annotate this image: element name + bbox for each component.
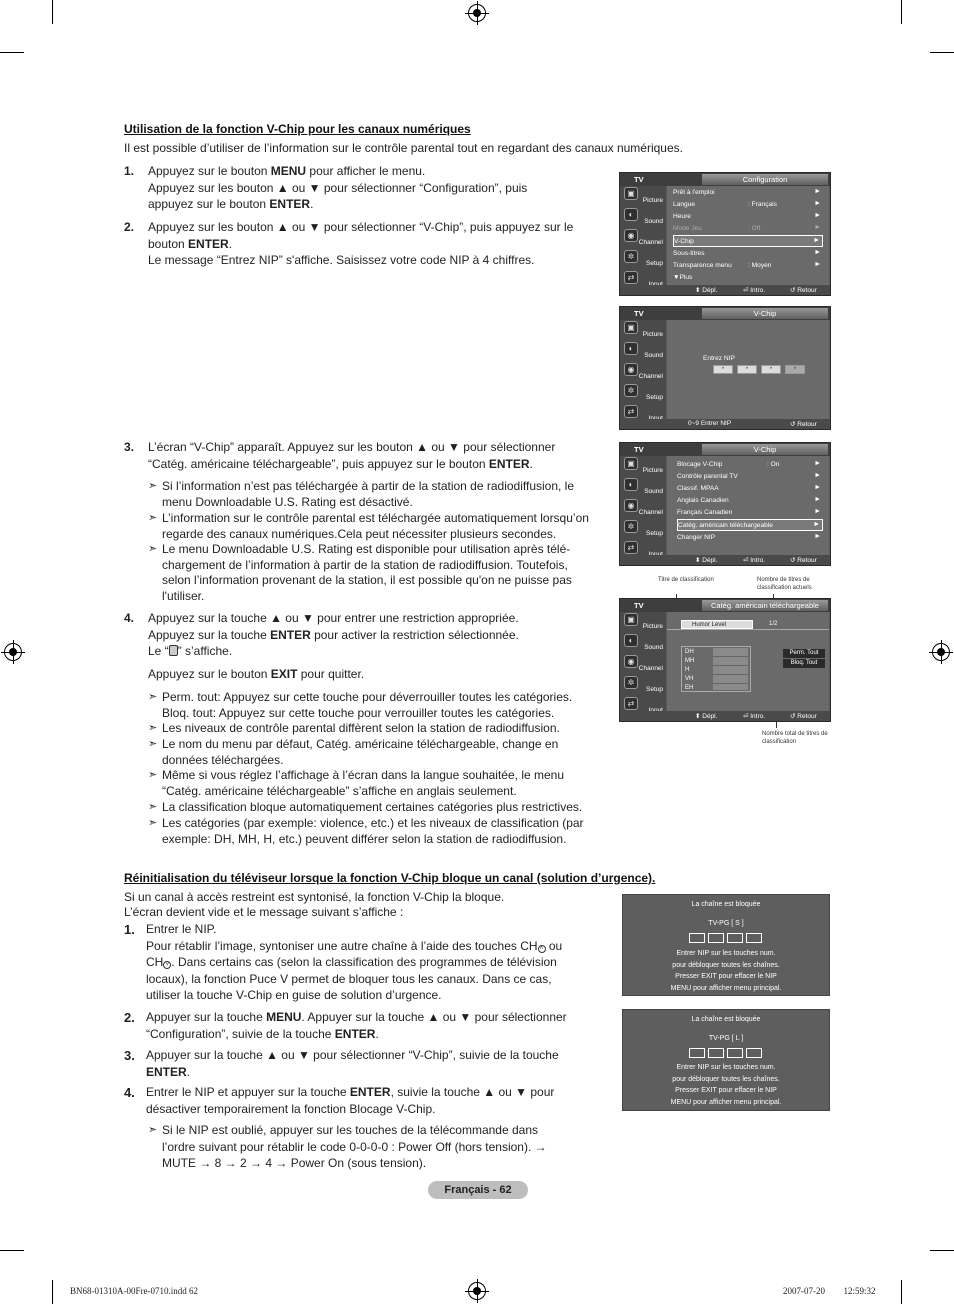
file-name: BN68-01310A-00Fre-0710.indd 62 [70, 1286, 198, 1296]
registration-mark-icon [4, 643, 22, 661]
note: ➣ Perm. tout: Appuyez sur cette touche pour déverrouiller toutes les catégories. Bloq. tout: Appuyez sur cette touche pour verrouiller toutes les catégories. [148, 690, 573, 720]
reset-step-3: Appuyer sur la touche ▲ ou ▼ pour sélectionner “V-Chip”, suivie de la touche ENTER. [146, 1048, 559, 1079]
blocked-channel-screen: La chaîne est bloquée TV-PG [ L ] Entrer NIP sur les touches num. pour débloquer toutes les chaînes. Presser EXIT pour effacer le NIP MENU pour afficher menu principal. [622, 1009, 830, 1111]
step-number: 1. [124, 164, 135, 178]
sound-icon: ◐ [624, 342, 638, 355]
picture-icon: ▣ [624, 187, 638, 200]
picture-icon: ▣ [624, 613, 638, 626]
section-title: Réinitialisation du téléviseur lorsque la fonction V-Chip bloque un canal (solution d’urgence). [124, 871, 656, 885]
step-4: Appuyez sur la touche ▲ ou ▼ pour entrer une restriction appropriée. Appuyez sur la touche ENTER pour activer la restriction sélectionnée. Le “ ” s’affiche. [148, 611, 519, 658]
registration-mark-icon [468, 4, 486, 22]
step-number: 3. [124, 440, 135, 454]
input-icon: ⇄ [624, 271, 638, 284]
annotation: Nombre de titres de classification actuels [757, 577, 812, 591]
registration-mark-icon [468, 1282, 486, 1300]
step-1: Appuyez sur le bouton MENU pour afficher le menu. Appuyez sur les bouton ▲ ou ▼ pour sélectionner “Configuration”, puis appuyez sur le bouton ENTER. [148, 164, 528, 211]
setup-icon: ✲ [624, 520, 638, 533]
picture-icon: ▣ [624, 321, 638, 334]
note: ➣ La classification bloque automatiquement certaines catégories plus restrictives. [148, 800, 583, 814]
menu-item-downloadable-rating[interactable]: Catég. américain téléchargeable ► [677, 519, 823, 531]
reset-step-1: Entrer le NIP. Pour rétablir l’image, syntoniser une autre chaîne à l’aide des touches CH ˄ ou CH ˅ . Dans certains cas (selon la classification des programmes de télévision locaux), la fonction Puce V permet de bloquer tous les canaux. Dans ce cas, utiliser la touche V-Chip en guise de solution d’urgence. [146, 922, 563, 1002]
input-icon: ⇄ [624, 405, 638, 418]
lock-icon [169, 645, 178, 656]
annotation: Titre de classification [658, 577, 714, 583]
section-intro: Il est possible d’utiliser de l’information sur le contrôle parental tout en regardant des canaux numériques. [124, 141, 683, 155]
humor-level-field[interactable]: Humor Level [681, 620, 753, 629]
note: ➣ L’information sur le contrôle parental est téléchargée automatiquement lorsqu’on regarde des canaux numériques.Cela peut nécessiter plusieurs secondes. [148, 511, 589, 541]
note: ➣ Si l’information n’est pas téléchargée à partir de la station de radiodiffusion, le menu Downloadable U.S. Rating est désactivé. [148, 479, 575, 509]
registration-mark-icon [932, 643, 950, 661]
page-number-badge: Français - 62 [428, 1181, 528, 1199]
perm-tout-button[interactable]: Perm. Tout [783, 649, 825, 658]
sound-icon: ◐ [624, 634, 638, 647]
step-number: 4. [124, 611, 135, 625]
sound-icon: ◐ [624, 478, 638, 491]
blocked-channel-screen: La chaîne est bloquée TV-PG [ S ] Entrer NIP sur les touches num. pour débloquer toutes les chaînes. Presser EXIT pour effacer le NIP MENU pour afficher menu principal. [622, 894, 830, 996]
note: ➣ Les niveaux de contrôle parental diffèrent selon la station de radiodiffusion. [148, 721, 560, 735]
channel-icon: ◉ [624, 655, 638, 668]
tv-screen-pin: TV V-Chip ▣ Picture ◐ Sound ◉ Channel ✲ Setup ⇄ Entrez NIP * * * * 0~9 Entrer NIP ↺ Retour [619, 306, 831, 430]
print-date: 2007-07-20 􀀀􀀀 12:59:32 [783, 1286, 876, 1296]
ch-down-icon: ˅ [163, 961, 171, 969]
channel-icon: ◉ [624, 363, 638, 376]
sound-icon: ◐ [624, 208, 638, 221]
step-number: 2. [124, 220, 135, 234]
menu-item-v-chip[interactable]: V-Chip ► [673, 235, 823, 247]
reset-step-2: Appuyer sur la touche MENU. Appuyer sur la touche ▲ ou ▼ pour sélectionner “Configuration”, suivie de la touche ENTER. [146, 1010, 567, 1041]
setup-icon: ✲ [624, 384, 638, 397]
input-icon: ⇄ [624, 697, 638, 710]
section-title: Utilisation de la fonction V-Chip pour les canaux numériques [124, 122, 471, 136]
step-2: Appuyez sur les bouton ▲ ou ▼ pour sélectionner “V-Chip”, puis appuyez sur le bouton ENTER. Le message “Entrez NIP” s'affiche. Saisissez votre code NIP à 4 chiffres. [148, 220, 574, 267]
bloq-tout-button[interactable]: Bloq. Tout [783, 659, 825, 668]
exit-instruction: Appuyez sur le bouton EXIT pour quitter. [148, 667, 365, 681]
input-icon: ⇄ [624, 541, 638, 554]
annotation: Nombre total de titres de classification [762, 731, 828, 745]
picture-icon: ▣ [624, 457, 638, 470]
tv-screen-downloadable-rating: TV Catég. américain téléchargeable ▣ Picture ◐ Sound ◉ Channel ✲ Setup ⇄ Humor Level 1/2 DH MH H VH EH Perm. Tout Bloq. Tout ⬍ Dépl. ⏎ Intro. ↺ Retour [619, 598, 831, 722]
channel-icon: ◉ [624, 229, 638, 242]
reset-step-4: Entrer le NIP et appuyer sur la touche ENTER, suivie la touche ▲ ou ▼ pour désactiver temporairement la fonction Blocage V-Chip. [146, 1085, 555, 1116]
note: ➣ Le nom du menu par défaut, Catég. américaine téléchargeable, change en données téléchargées. [148, 737, 559, 767]
note: ➣ Même si vous réglez l’affichage à l’écran dans la langue souhaitée, le menu “Catég. américaine téléchargeable” s’affiche en anglais seulement. [148, 768, 565, 798]
note: ➣ Le menu Downloadable U.S. Rating est disponible pour utilisation après télé-chargement de l’information à partir de la station de radiodiffusion. Toutefois, selon l’information provenant de la station, il est possible qu'on ne puisse pas l'utiliser. [148, 542, 572, 603]
tv-screen-v-chip: TV V-Chip ▣ Picture ◐ Sound ◉ Channel ✲ Setup ⇄ Blocage V-Chip : On ► Contrôle parental TV ► Classif. MPAA ► Anglais Canadien ► Français Canadien ► Catég. américain téléchargeable ► Changer NIP ► ⬍ Dépl. ⏎ Intro. ↺ Retour [619, 442, 831, 566]
note: ➣ Si le NIP est oublié, appuyer sur les touches de la télécommande dans l’ordre suivant pour rétablir le code 0-0-0-0 : Power Off (hors tension). → MUTE → 8 → 2 → 4 → Power On (sous tension). [148, 1123, 547, 1170]
note: ➣ Les catégories (par exemple: violence, etc.) et les niveaux de classification (par exemple: DH, MH, H, etc.) peuvent différer selon la station de radiodiffusion. [148, 816, 584, 846]
setup-icon: ✲ [624, 250, 638, 263]
tv-screen-configuration: TV Configuration ▣ Picture ◐ Sound ◉ Channel ✲ Setup ⇄ Prêt à l'emploi ► Langue : Français ► Heure ► Mode Jeu : Off ► V-Chip ► Sous-titres ► Transparence menu : Moyen ► ▼Plus ⬍ Dépl. ⏎ Intro. ↺ Retour [619, 172, 831, 296]
step-3: L’écran “V-Chip” apparaît. Appuyez sur les bouton ▲ ou ▼ pour sélectionner “Catég. américaine téléchargeable”, puis appuyez sur le bouton ENTER. [148, 440, 556, 471]
ch-up-icon: ˄ [538, 945, 546, 953]
channel-icon: ◉ [624, 499, 638, 512]
setup-icon: ✲ [624, 676, 638, 689]
